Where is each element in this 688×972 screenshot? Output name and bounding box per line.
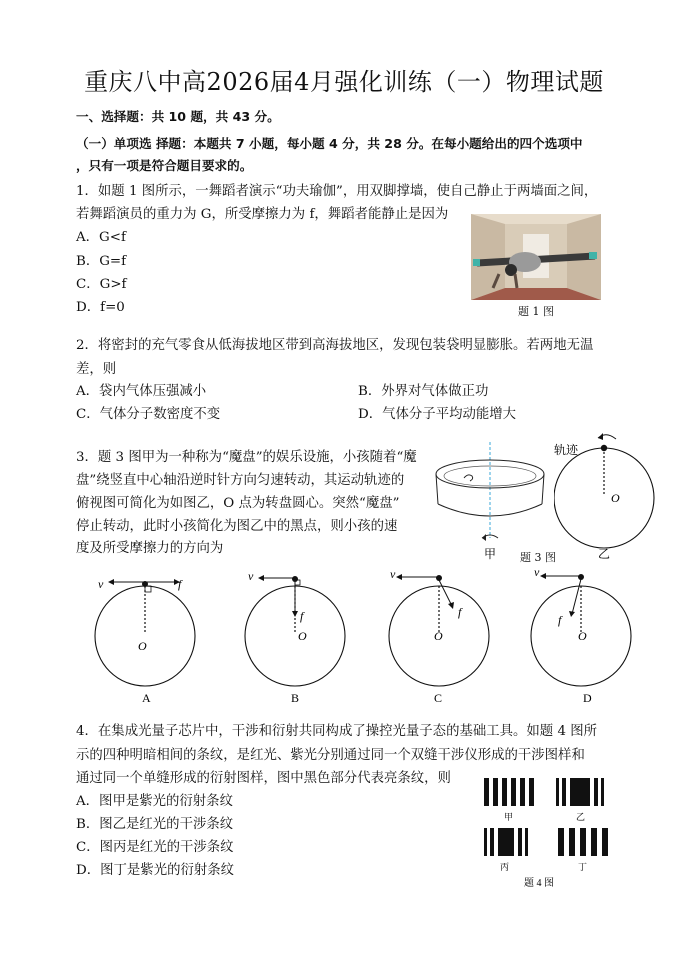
- q3-choice-c-label: C: [434, 691, 443, 705]
- q3-stem-line1: 3．题 3 图甲为一种称为“魔盘”的娱乐设施，小孩随着“魔: [76, 450, 417, 465]
- q3-a-v-label: v: [98, 577, 104, 591]
- q4-label-ding: 丁: [578, 862, 588, 872]
- q4-stem-line2: 示的四种明暗相间的条纹，是红光、紫光分别通过同一个双缝干涉仪形成的干涉图样和: [76, 748, 585, 763]
- q4-option-b[interactable]: B．图乙是红光的干涉条纹: [76, 817, 234, 832]
- q2-stem-line1: 2．将密封的充气零食从低海拔地区带到高海拔地区，发现包装袋明显膨胀。若两地无温: [76, 338, 594, 353]
- q4-figure-caption: 题 4 图: [524, 878, 554, 889]
- q1-option-c[interactable]: C．G>f: [76, 277, 127, 292]
- q3-choice-d-diagram[interactable]: [528, 568, 640, 708]
- q2-option-d[interactable]: D．气体分子平均动能增大: [358, 407, 517, 422]
- q3-choice-a-label: A: [142, 691, 151, 705]
- q2-option-b[interactable]: B．外界对气体做正功: [358, 384, 489, 399]
- section-subheading-line2: ，只有一项是符合题目要求的。: [76, 158, 253, 173]
- q3-stem-line3: 俯视图可简化为如图乙，O 点为转盘圆心。突然“魔盘”: [76, 496, 400, 511]
- q3-stem-line5: 度及所受摩擦力的方向为: [76, 541, 224, 556]
- q3-track-label: 轨迹: [554, 443, 579, 457]
- q1-option-b[interactable]: B．G=f: [76, 254, 127, 269]
- q2-option-c[interactable]: C．气体分子数密度不变: [76, 407, 221, 422]
- q4-label-jia: 甲: [504, 812, 514, 822]
- q1-stem-line1: 1．如题 1 图所示，一舞蹈者演示“功夫瑜伽”，用双脚撑墙，使自己静止于两墙面之间，: [76, 184, 598, 199]
- q3-b-f-label: f: [300, 609, 304, 623]
- q3-a-center-label: O: [138, 639, 147, 653]
- q4-stem-line1: 4．在集成光量子芯片中，干涉和衍射共同构成了操控光量子态的基础工具。如题 4 图所: [76, 724, 598, 739]
- q3-c-v-label: v: [390, 568, 396, 581]
- q3-d-center-label: O: [578, 629, 587, 643]
- q4-fringe-ding: [558, 828, 608, 856]
- q3-yi-center-label: O: [611, 491, 620, 505]
- section-heading: 一、选择题：共 10 题，共 43 分。: [76, 109, 280, 124]
- q3-stem-line4: 停止转动，此时小孩简化为图乙中的黑点，则小孩的速: [76, 519, 398, 534]
- q3-choice-c-diagram[interactable]: [386, 568, 498, 708]
- q3-d-f-label: f: [558, 613, 562, 627]
- page-title: 重庆八中高2026届4月强化训练（一）物理试题: [84, 68, 604, 96]
- q4-option-c[interactable]: C．图丙是红光的干涉条纹: [76, 840, 234, 855]
- q2-option-a[interactable]: A．袋内气体压强减小: [76, 384, 207, 399]
- q3-label-yi: 乙: [598, 547, 611, 561]
- q4-fringe-bing: [484, 828, 528, 856]
- q3-choice-d-label: D: [583, 691, 592, 705]
- q3-choice-b-diagram[interactable]: [242, 568, 354, 708]
- q1-dancer-photo: [471, 214, 601, 300]
- q4-fringe-yi: [556, 778, 604, 806]
- q1-option-a[interactable]: A．G<f: [76, 230, 126, 245]
- q3-c-f-label: f: [458, 605, 462, 619]
- q2-stem-line2: 差，则: [76, 362, 117, 377]
- q3-choice-a-diagram[interactable]: [92, 568, 204, 708]
- q1-option-d[interactable]: D．f=0: [76, 300, 125, 315]
- q4-label-yi: 乙: [576, 812, 586, 822]
- q4-label-bing: 丙: [500, 862, 510, 872]
- q3-c-center-label: O: [434, 629, 443, 643]
- q3-figure-yi: [554, 430, 668, 564]
- q3-choice-b-label: B: [291, 691, 300, 705]
- q1-figure-caption: 题 1 图: [518, 305, 554, 318]
- q3-b-center-label: O: [298, 629, 307, 643]
- q4-option-d[interactable]: D．图丁是紫光的衍射条纹: [76, 863, 235, 878]
- q3-stem-line2: 盘”绕竖直中心轴沿逆时针方向匀速转动，其运动轨迹的: [76, 473, 405, 488]
- q4-option-a[interactable]: A．图甲是紫光的衍射条纹: [76, 794, 233, 809]
- q3-a-f-label: f: [178, 577, 182, 591]
- q3-b-v-label: v: [248, 569, 254, 583]
- q3-figure-jia: [428, 442, 552, 562]
- section-subheading-line1: （一）单项选 择题：本题共 7 小题，每小题 4 分，共 28 分。在每小题给出的四个选项中: [76, 136, 583, 151]
- q3-label-jia: 甲: [484, 547, 497, 561]
- q4-fringe-jia: [484, 778, 534, 806]
- q4-stem-line3: 通过同一个单缝形成的衍射图样，图中黑色部分代表亮条纹，则: [76, 771, 451, 786]
- q3-figure-caption: 题 3 图: [520, 551, 556, 564]
- q3-d-v-label: v: [534, 568, 540, 579]
- q1-stem-line2: 若舞蹈演员的重力为 G，所受摩擦力为 f，舞蹈者能静止是因为: [76, 207, 449, 222]
- q4-fringe-figure: [480, 774, 618, 890]
